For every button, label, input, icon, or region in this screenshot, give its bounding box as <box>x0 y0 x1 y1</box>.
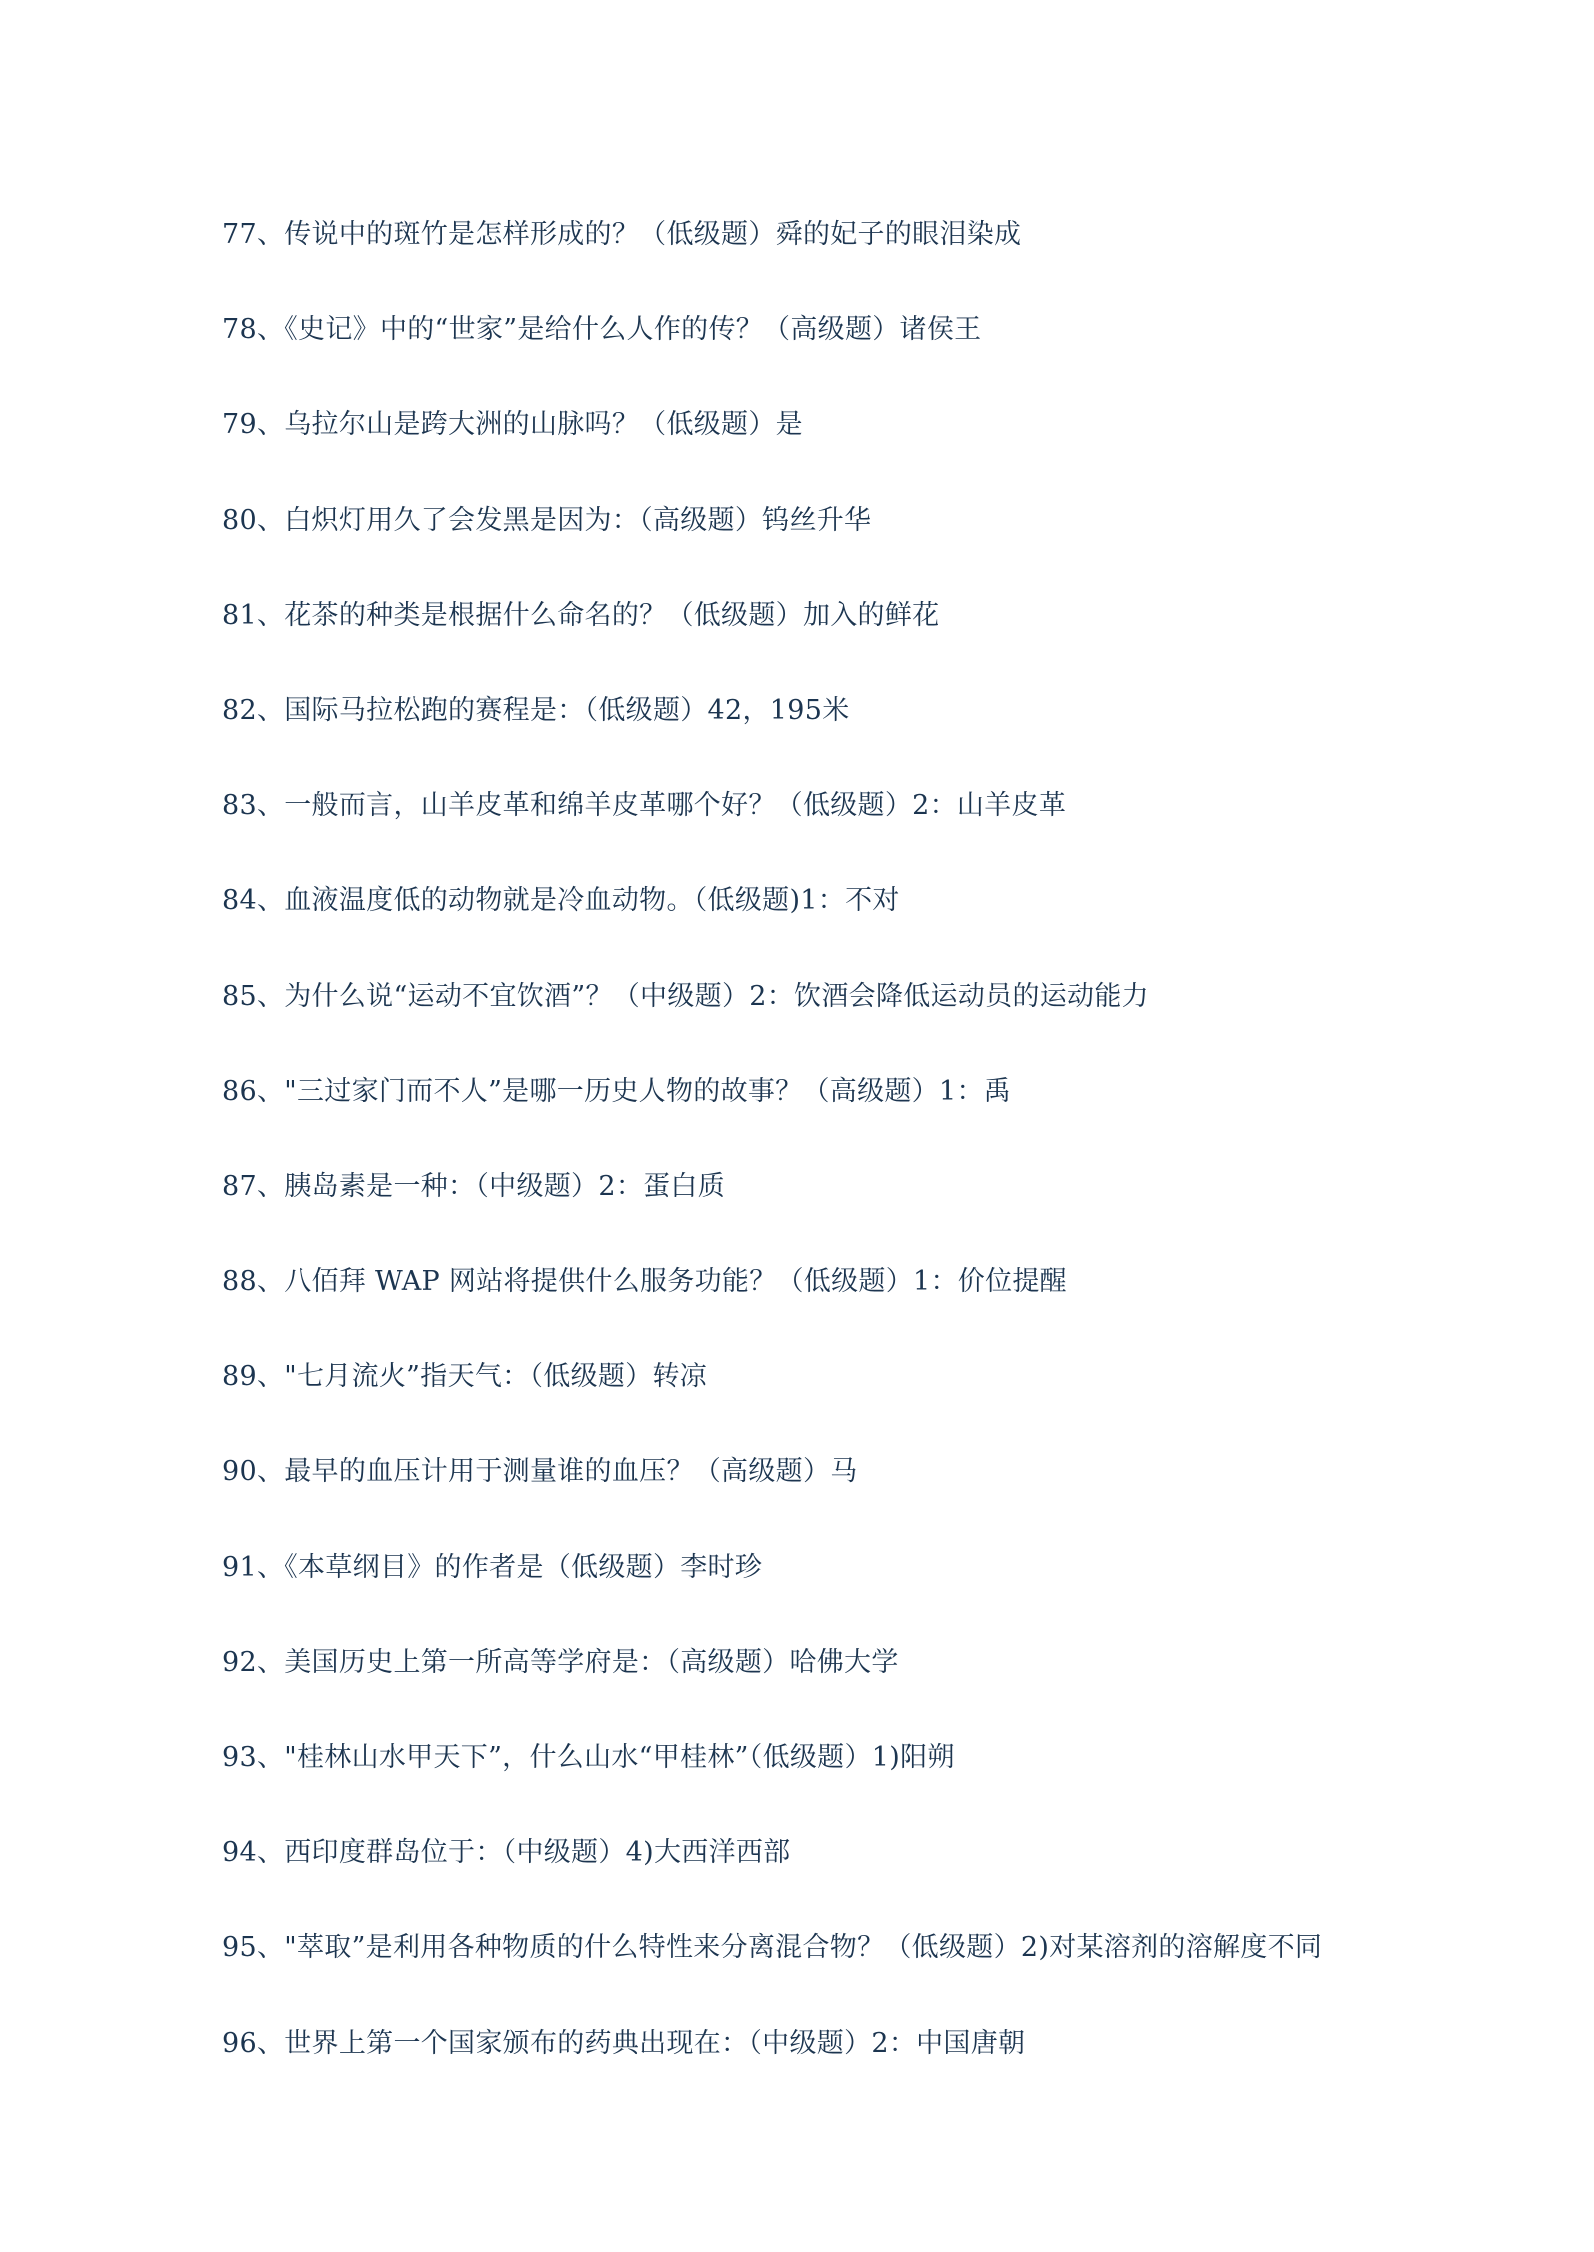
quiz-item-91: 91、《本草纲目》的作者是（低级题）李时珍 <box>222 1551 763 1583</box>
quiz-item-86: 86、"三过家门而不人”是哪一历史人物的故事？（高级题）1：禹 <box>222 1075 1012 1107</box>
quiz-item-83: 83、一般而言，山羊皮革和绵羊皮革哪个好？（低级题）2：山羊皮革 <box>222 790 1067 822</box>
quiz-item-93: 93、"桂林山水甲天下”，什么山水“甲桂林”（低级题）1)阳朔 <box>222 1742 955 1773</box>
quiz-item-84: 84、血液温度低的动物就是冷血动物。（低级题)1：不对 <box>222 885 900 917</box>
quiz-item-94: 94、西印度群岛位于：（中级题）4)大西洋西部 <box>222 1837 791 1869</box>
quiz-item-88: 88、八佰拜 WAP 网站将提供什么服务功能？（低级题）1：价位提醒 <box>222 1266 1067 1298</box>
quiz-item-89: 89、"七月流火”指天气：（低级题）转凉 <box>222 1361 708 1393</box>
quiz-item-90: 90、最早的血压计用于测量谁的血压？（高级题）马 <box>222 1456 858 1488</box>
quiz-item-81: 81、花茶的种类是根据什么命名的？（低级题）加入的鲜花 <box>222 599 940 631</box>
quiz-item-95: 95、"萃取”是利用各种物质的什么特性来分离混合物？（低级题）2)对某溶剂的溶解度不同 <box>222 1932 1323 1964</box>
quiz-item-92: 92、美国历史上第一所高等学府是：（高级题）哈佛大学 <box>222 1646 899 1678</box>
quiz-item-77: 77、传说中的斑竹是怎样形成的？（低级题）舜的妃子的眼泪染成 <box>222 219 1022 250</box>
quiz-item-79: 79、乌拉尔山是跨大洲的山脉吗？（低级题）是 <box>222 409 803 441</box>
quiz-item-80: 80、白炽灯用久了会发黑是因为：（高级题）钨丝升华 <box>222 504 872 536</box>
quiz-item-78: 78、《史记》中的“世家”是给什么人作的传？（高级题）诸侯王 <box>222 314 982 346</box>
quiz-item-82: 82、国际马拉松跑的赛程是：（低级题）42，195米 <box>222 694 850 726</box>
quiz-item-96: 96、世界上第一个国家颁布的药典出现在：（中级题）2：中国唐朝 <box>222 2027 1026 2059</box>
quiz-question-list <box>222 210 1552 2114</box>
quiz-item-85: 85、为什么说“运动不宜饮酒”？（中级题）2：饮酒会降低运动员的运动能力 <box>222 980 1149 1012</box>
quiz-item-87: 87、胰岛素是一种：（中级题）2：蛋白质 <box>222 1170 726 1202</box>
